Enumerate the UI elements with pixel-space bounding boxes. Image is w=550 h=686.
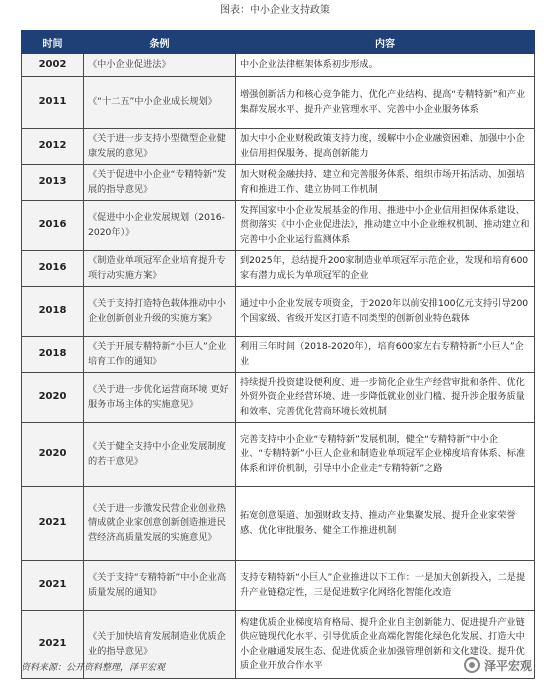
year-cell: 2018 (22, 337, 84, 373)
year-cell: 2011 (22, 77, 84, 129)
watermark-text: 泽平宏观 (483, 658, 532, 673)
table-row (22, 373, 535, 423)
regulation-cell: 《“十二五”中小企业成长规划》 (84, 77, 236, 129)
regulation-cell: 《制造业单项冠军企业培育提升专项行动实施方案》 (84, 251, 236, 287)
table-row (22, 487, 535, 561)
year-cell: 2016 (22, 251, 84, 287)
year-cell: 2021 (22, 611, 84, 679)
regulation-cell: 《关于健全支持中小企业发展制度的若干意见》 (84, 423, 236, 487)
header-row (22, 31, 535, 54)
year-cell: 2021 (22, 561, 84, 611)
content-cell: 完善支持中小企业“专精特新”发展机制，健全“专精特新”中小企业、“专精特新”小巨人企业和制造业单项冠军企业梯度培育体系、标准体系和评价机制，引导中小企业走“专精特新”之路 (236, 423, 535, 487)
year-cell: 2020 (22, 423, 84, 487)
policy-table (21, 30, 535, 679)
content-cell: 利用三年时间（2018-2020年），培育600家左右专精特新“小巨人”企业 (236, 337, 535, 373)
table-row (22, 287, 535, 337)
regulation-cell: 《中小企业促进法》 (84, 54, 236, 77)
content-cell: 增强创新活力和核心竞争能力、优化产业结构、提高“专精特新”和产业集群发展水平、提升产业管理水平、完善中小企业服务体系 (236, 77, 535, 129)
regulation-cell: 《关于进一步支持小型微型企业健康发展的意见》 (84, 129, 236, 165)
regulation-cell: 《关于进一步优化运营商环境 更好服务市场主体的实施意见》 (84, 373, 236, 423)
content-cell: 拓宽创意渠道、加强财政支持、推动产业集聚发展、提升企业家荣誉感、优化审批服务、健全工作推进机制 (236, 487, 535, 561)
content-cell: 中小企业法律框架体系初步形成。 (236, 54, 535, 77)
table-row (22, 77, 535, 129)
year-cell: 2012 (22, 129, 84, 165)
table-row (22, 54, 535, 77)
table-title: 图表：中小企业支持政策 (220, 5, 330, 16)
year-cell: 2016 (22, 201, 84, 251)
table-row (22, 201, 535, 251)
wechat-logo-icon (464, 657, 480, 673)
table-row (22, 251, 535, 287)
regulation-cell: 《促进中小企业发展规划（2016-2020年）》 (84, 201, 236, 251)
regulation-cell: 《关于进一步激发民营企业创业热情成就企业家创意创新创造推进民营经济高质量发展的实施意见》 (84, 487, 236, 561)
header-time: 时间 (22, 31, 84, 54)
watermark (464, 654, 532, 676)
header-regulation: 条例 (84, 31, 236, 54)
content-cell: 通过中小企业发展专项资金，于2020年以前安排100亿元支持引导200个国家级、省级开发区打造不同类型的创新创业特色载体 (236, 287, 535, 337)
content-cell: 加大中小企业财税政策支持力度，缓解中小企业融资困难、加强中小企业信用担保服务、提高创新能力 (236, 129, 535, 165)
regulation-cell: 《关于开展专精特新“小巨人”企业培育工作的通知》 (84, 337, 236, 373)
table-row (22, 561, 535, 611)
content-cell: 构建优质企业梯度培育格局、提升企业自主创新能力、促进提升产业链供应链现代化水平、引导优质企业高端化智能化绿色化发展、打造大中小企业融通发展生态、促进优质企业加强管理创新和文化建设、提升优质企业开放合作水平 (236, 611, 535, 679)
table-row (22, 165, 535, 201)
year-cell: 2020 (22, 373, 84, 423)
header-content: 内容 (236, 31, 535, 54)
table-row (22, 129, 535, 165)
content-cell: 持续提升投资建设便利度、进一步简化企业生产经营审批和条件、优化外贸外资企业经营环境、进一步降低就业创业门槛、提升涉企服务质量和效率、完善优化营商环境长效机制 (236, 373, 535, 423)
regulation-cell: 《关于支持“专精特新”中小企业高质量发展的通知》 (84, 561, 236, 611)
table-row (22, 423, 535, 487)
table-row (22, 337, 535, 373)
content-cell: 到2025年，总结提升200家制造业单项冠军示范企业，发现和培育600家有潜力成长为单项冠军的企业 (236, 251, 535, 287)
regulation-cell: 《关于加快培育发展制造业优质企业的指导意见》 (84, 611, 236, 679)
year-cell: 2018 (22, 287, 84, 337)
year-cell: 2021 (22, 487, 84, 561)
regulation-cell: 《关于支持打造特色载体推动中小企业创新创业升级的实施方案》 (84, 287, 236, 337)
year-cell: 2002 (22, 54, 84, 77)
regulation-cell: 《关于促进中小企业“专精特新”发展的指导意见》 (84, 165, 236, 201)
content-cell: 发挥国家中小企业发展基金的作用、推进中小企业信用担保体系建设、贯彻落实《中小企业促进法》，推动建立中小企业维权机制、推动建立和完善中小企业运行监测体系 (236, 201, 535, 251)
content-cell: 支持专精特新“小巨人”企业推进以下工作：一是加大创新投入，二是提升产业链稳定性，三是促进数字化网络化智能化改造 (236, 561, 535, 611)
content-cell: 加大财税金融扶持、建立和完善服务体系、组织市场开拓活动、加强培育和推进工作、建立协同工作机制 (236, 165, 535, 201)
source-note: 资料来源：公开资料整理，泽平宏观 (21, 663, 166, 673)
year-cell: 2013 (22, 165, 84, 201)
